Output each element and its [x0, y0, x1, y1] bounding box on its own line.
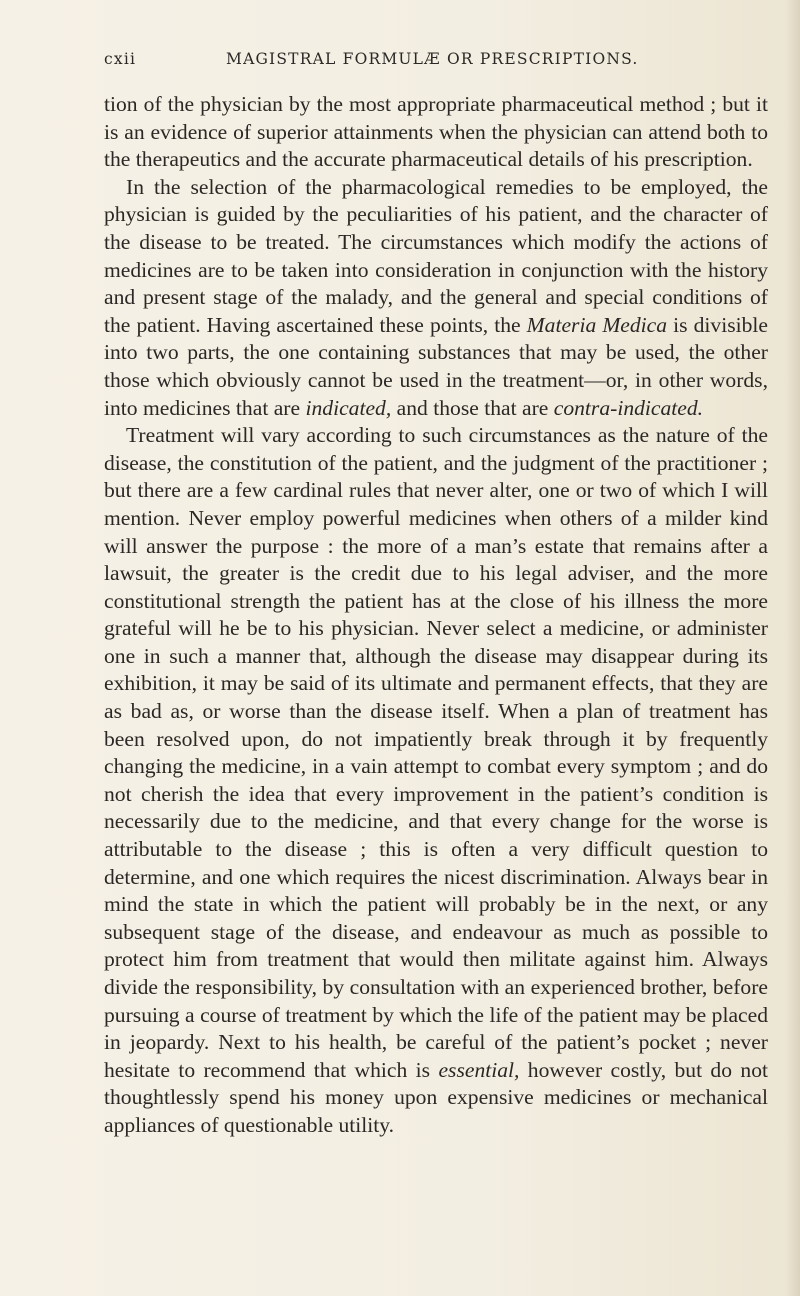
running-title: MAGISTRAL FORMULÆ OR PRESCRIPTIONS.: [226, 50, 639, 68]
indicated-term: indicated,: [305, 395, 392, 420]
paragraph-2-text-b: is divisible into two parts, the one containing substances that may be used, the other those which obviously cannot be used in the treatment—or, in other words, into medicines that are: [104, 312, 769, 420]
contra-indicated-term: contra-indicated.: [553, 395, 704, 420]
paragraph-1: [104, 91, 768, 174]
paragraph-3-text-a: Treatment will vary according to such circumstances as the nature of the disease, the constitution of the patient, and the judgment of the practitioner ; but there are a few cardinal rules that never alter, one or two of which I will mention. Never employ powerful medicines when others of a milder kind will answer the purpose : the more of a man’s estate that remains after a lawsuit, the greater is the credit due to his legal adviser, and the more constitutional strength the patient has at the close of his illness the more grateful will he be to his physician. Never select a medicine, or administer one in such a manner that, although the disease may disappear during its exhibition, it may be said of its ultimate and permanent effects, that they are as bad as, or worse than the disease itself. When a plan of treatment has been resolved upon, do not impatiently break through it by frequently changing the medicine, in a vain attempt to combat every symptom ; and do not cherish the idea that every improvement in the patient’s condition is necessarily due to the medicine, and that every change for the worse is attributable to the disease ; this is often a very difficult question to determine, and one which requires the nicest discrimination. Always bear in mind the state in which the patient will probably be in the next, or any subsequent stage of the disease, and endeavour as much as possible to protect him from treatment that would then militate against him. Always divide the responsibility, by consultation with an experienced brother, before pursuing a course of treatment by which the life of the patient may be placed in jeopardy. Next to his health, be careful of the patient’s pocket ; never hesitate to recommend that which is: [104, 423, 768, 1082]
body-text: [104, 91, 768, 1140]
essential-term: essential,: [438, 1057, 520, 1082]
materia-medica-term: Materia Medica: [526, 312, 668, 337]
paragraph-3: [104, 422, 768, 1139]
page-edge-shadow: [786, 0, 800, 1296]
paragraph-2-text-a: In the selection of the pharmacological remedies to be employed, the physician is guided by the peculiarities of his patient, and the character of the disease to be treated. The circumstances which modify the actions of medicines are to be taken into consideration in conjunction with the history and present stage of the malady, and the general and special conditions of the patient. Having ascertained these points, the: [104, 174, 768, 337]
page-number: cxii: [104, 50, 137, 68]
running-head: [104, 50, 644, 74]
paragraph-1-text: tion of the physician by the most appropriate pharmaceutical method ; but it is an evidence of superior attainments when the physician can attend both to the therapeutics and the accurate pharmaceutical details of his prescription.: [104, 92, 768, 172]
paragraph-3-text-b: however costly, but do not thoughtlessly spend his money upon expensive medicines or mechanical appliances of questionable utility.: [104, 1057, 768, 1137]
paragraph-2: [104, 174, 768, 422]
paragraph-2-text-c: and those that are: [391, 395, 554, 420]
